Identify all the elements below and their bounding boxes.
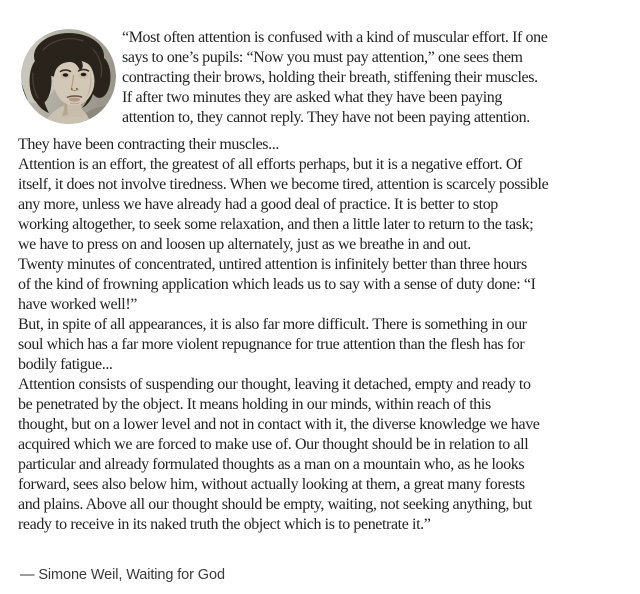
quote-line: attention to, they cannot reply. They have not been paying attention. xyxy=(122,109,530,126)
quote-line: thought, but on a lower level and not in contact with it, the diverse knowledge we have xyxy=(18,416,540,433)
quote-text xyxy=(18,28,640,535)
simone-weil-portrait-illustration xyxy=(21,29,116,124)
author-portrait-photo xyxy=(21,29,116,124)
quote-paragraph xyxy=(18,315,640,375)
quote-line: be penetrated by the object. It means holding in our minds, within reach of this xyxy=(18,396,491,413)
quote-line: ready to receive in its naked truth the object which is to penetrate it.” xyxy=(18,516,431,533)
quote-line: acquired which we are forced to make use of. Our thought should be in relation to all xyxy=(18,436,529,453)
quote-line: says to one’s pupils: “Now you must pay attention,” one sees them xyxy=(122,49,523,66)
quote-line: They have been contracting their muscles... xyxy=(18,136,279,153)
quote-line: bodily fatigue... xyxy=(18,356,113,373)
quote-line: itself, it does not involve tiredness. When we become tired, attention is scarcely possible xyxy=(18,176,549,193)
quote-paragraph xyxy=(18,155,640,255)
quote-attribution: — Simone Weil, Waiting for God xyxy=(20,567,225,583)
quote-line: But, in spite of all appearances, it is also far more difficult. There is something in our xyxy=(18,316,527,333)
quote-line: contracting their brows, holding their breath, stiffening their muscles. xyxy=(122,69,538,86)
quote-line: “Most often attention is confused with a kind of muscular effort. If one xyxy=(122,29,548,46)
quote-line: soul which has a far more violent repugnance for true attention than the flesh has for xyxy=(18,336,525,353)
quote-line: If after two minutes they are asked what they have been paying xyxy=(122,89,502,106)
quote-line: forward, sees also below him, without actually looking at them, a great many forests xyxy=(18,476,525,493)
quote-line: particular and already formulated thoughts as a man on a mountain who, as he looks xyxy=(18,456,525,473)
quote-paragraph xyxy=(18,255,640,315)
quote-line: Attention is an effort, the greatest of all efforts perhaps, but it is a negative effort. Of xyxy=(18,156,522,173)
quote-line: we have to press on and loosen up alternately, just as we breathe in and out. xyxy=(18,236,471,253)
quote-line: and plains. Above all our thought should be empty, waiting, not seeking anything, but xyxy=(18,496,532,513)
quote-line: working altogether, to seek some relaxation, and then a little later to return to the task; xyxy=(18,216,534,233)
quote-paragraph xyxy=(18,375,640,535)
quote-line: have worked well!” xyxy=(18,296,137,313)
quote-line: Twenty minutes of concentrated, untired attention is infinitely better than three hours xyxy=(18,256,527,273)
quote-line: Attention consists of suspending our thought, leaving it detached, empty and ready to xyxy=(18,376,531,393)
quote-line: of the kind of frowning application which leads us to say with a sense of duty done: “I xyxy=(18,276,536,293)
quote-line: any more, unless we have already had a good deal of practice. It is better to stop xyxy=(18,196,498,213)
